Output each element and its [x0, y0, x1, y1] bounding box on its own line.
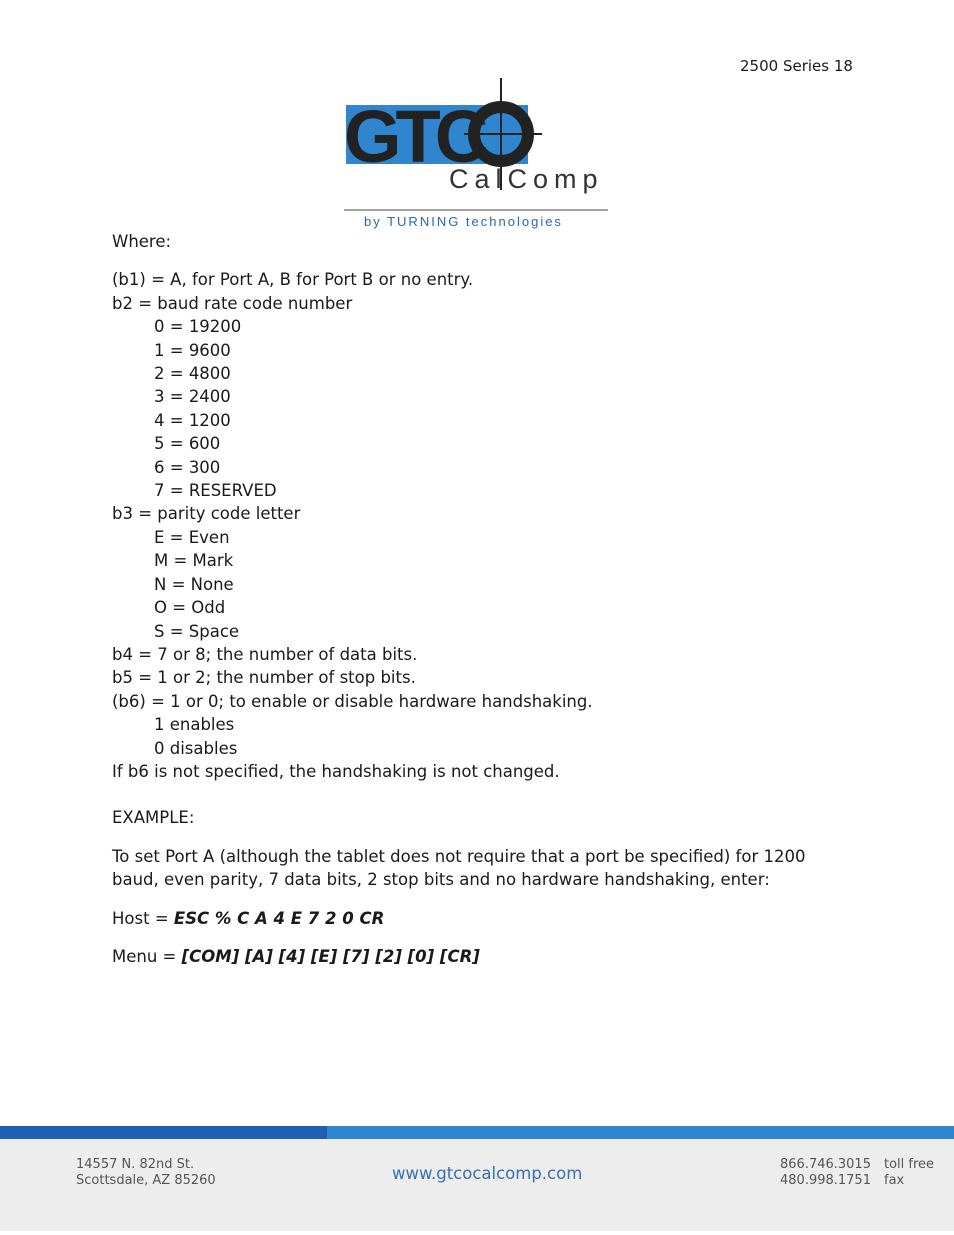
parity-option: E = Even	[154, 527, 230, 547]
gtco-calcomp-logo	[344, 78, 610, 230]
menu-command-value: [COM] [A] [4] [E] [7] [2] [0] [CR]	[181, 946, 480, 966]
baud-option: 6 = 300	[154, 457, 221, 477]
menu-command	[112, 945, 852, 968]
baud-option: 2 = 4800	[154, 364, 231, 384]
footer-phones	[780, 1157, 871, 1189]
document-body	[112, 230, 852, 968]
baud-option: 7 = RESERVED	[154, 481, 277, 501]
label-fax: fax	[884, 1173, 905, 1188]
handshake-option: 0 disables	[154, 738, 238, 758]
label-tollfree: toll free	[884, 1157, 935, 1172]
menu-label: Menu =	[112, 946, 182, 966]
svg-text:by TURNING technologies: by TURNING technologies	[364, 214, 563, 229]
svg-text:CalComp: CalComp	[449, 164, 604, 194]
page-number: 2500 Series 18	[740, 57, 853, 75]
parity-option: N = None	[154, 574, 234, 594]
phone-fax: 480.998.1751	[780, 1173, 871, 1188]
parity-option: M = Mark	[154, 551, 234, 571]
host-label: Host =	[112, 908, 174, 928]
baud-option: 3 = 2400	[154, 387, 231, 407]
b2-definition: b2 = baud rate code number	[112, 293, 353, 313]
address-line: Scottsdale, AZ 85260	[76, 1173, 216, 1188]
svg-text:GTC: GTC	[344, 95, 483, 178]
example-text: To set Port A (although the tablet does not require that a port be specified) for 1200 baud, even parity, 7 data bits, 2 stop bits and no hardware handshaking, enter:	[112, 846, 806, 890]
footer-color-bar	[0, 1126, 954, 1139]
host-command-value: ESC % C A 4 E 7 2 0 CR	[173, 908, 385, 928]
example-label: EXAMPLE:	[112, 808, 195, 828]
footer	[0, 1139, 954, 1231]
phone-tollfree: 866.746.3015	[780, 1157, 871, 1172]
where-label: Where:	[112, 232, 172, 251]
baud-option: 5 = 600	[154, 434, 221, 454]
b3-definition: b3 = parity code letter	[112, 504, 301, 524]
b6-definition: (b6) = 1 or 0; to enable or disable hardware handshaking.	[112, 691, 593, 711]
handshake-option: 1 enables	[154, 715, 235, 735]
parity-option: S = Space	[154, 621, 240, 641]
baud-option: 0 = 19200	[154, 317, 242, 337]
b6-note: If b6 is not specified, the handshaking is not changed.	[112, 761, 560, 781]
footer-address	[76, 1157, 216, 1189]
b5-definition: b5 = 1 or 2; the number of stop bits.	[112, 668, 416, 688]
footer-website-link[interactable]: www.gtcocalcomp.com	[392, 1164, 583, 1183]
baud-option: 1 = 9600	[154, 340, 231, 360]
footer-phone-labels	[884, 1157, 934, 1189]
address-line: 14557 N. 82nd St.	[76, 1157, 195, 1172]
host-command	[112, 907, 852, 930]
parity-option: O = Odd	[154, 598, 226, 618]
b4-definition: b4 = 7 or 8; the number of data bits.	[112, 644, 418, 664]
baud-option: 4 = 1200	[154, 410, 231, 430]
b1-definition: (b1) = A, for Port A, B for Port B or no entry.	[112, 270, 474, 290]
